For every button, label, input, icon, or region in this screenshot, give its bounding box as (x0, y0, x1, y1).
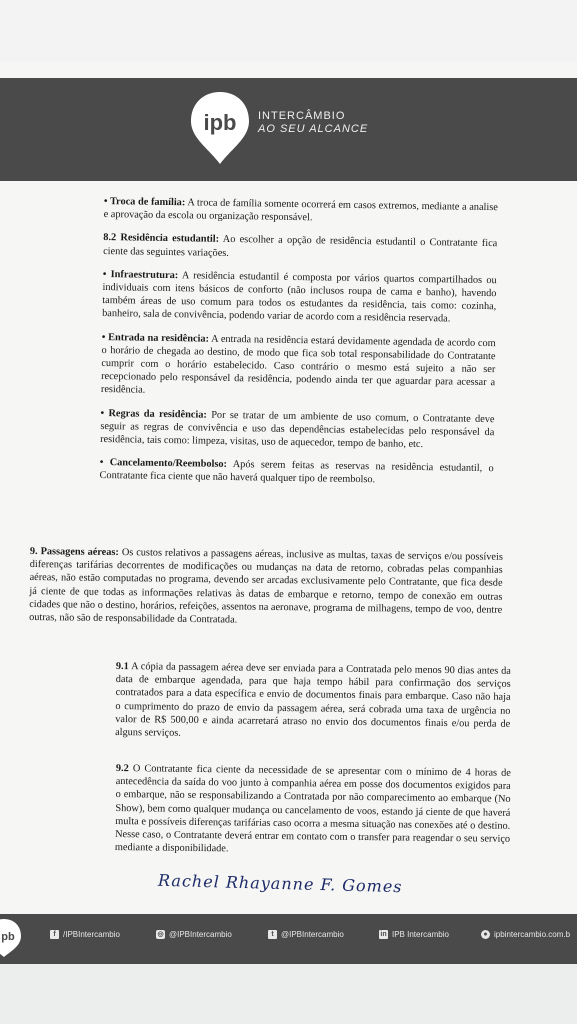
tagline-line2: AO SEU ALCANCE (258, 123, 369, 135)
heading-troca: • Troca de família: (103, 195, 186, 209)
text-cancelamento: Após serem feitas as reservas na residência estudantil, o Contratante fica ciente que não haverá qualquer tipo de reembolso. (99, 459, 494, 486)
logo-text: ipb (203, 110, 237, 135)
footer-linkedin[interactable] (379, 930, 449, 939)
paragraph-infra (102, 268, 497, 327)
instagram-handle: @IPBIntercambio (169, 930, 232, 939)
footer-band (0, 914, 577, 964)
facebook-icon: f (50, 930, 59, 939)
linkedin-icon: in (380, 931, 387, 938)
footer-instagram[interactable] (156, 930, 232, 939)
paragraph-entrada (101, 331, 496, 403)
heading-residencia: 8.2 Residência estudantil: (103, 232, 220, 246)
heading-regras: • Regras da residência: (100, 407, 207, 421)
text-regras: Por se tratar de um ambiente de uso comum, o Contratante deve seguir as regras de convivência e uso das dependências estabelecidas pelo responsável da residência, tais como: limpeza, visitas, uso de aquecedor, tempo de banho, etc. (100, 409, 495, 451)
background-top (0, 0, 577, 70)
paragraph-cancelamento (99, 456, 493, 489)
paragraph-troca (104, 195, 498, 228)
text-entrada: A entrada na residência estará devidamente agendada de acordo com o horário de chegada ao destino, de modo que fica sob total responsabilidade do Contratante cumprir com o horário estabelecido. Caso contrário o mesmo está sujeito a não ser recepcionado pelo responsável da residência, podendo ainda ter que aguardar para acessar a residência. (100, 333, 496, 397)
text-9-2: O Contratante fica ciente da necessidade de se apresentar com o mínimo de 4 horas de antecedência da saída do voo junto à companhia aérea em posse dos documentos exigidos para o embarque, não se responsabilizando a Contratada por não comparecimento ao embarque (No Show), bem como qualquer mudança ou cancelamento de voos, estando já ciente de que haverá multa e possíveis diferenças tarifárias caso ocorra a mesma situação nas conexões até o destino. Nesse caso, o Contratante deverá entrar em contato com o transfer para reagendar o seu serviço mediante a disponibilidade. (114, 763, 511, 855)
paragraph-regras (100, 407, 495, 453)
footer-website[interactable] (481, 930, 570, 939)
paragraph-9-1 (115, 660, 511, 744)
linkedin-handle: IPB Intercambio (392, 930, 449, 939)
footer-logo-icon (0, 918, 22, 958)
text-residencia: Ao escolher a opção de residência estudantil o Contratante fica ciente das seguintes variações. (103, 234, 498, 259)
heading-9-2: 9.2 (115, 762, 129, 775)
text-troca: A troca de família somente ocorrerá em casos extremos, mediante a analise e aprovação da escola ou organização responsável. (103, 197, 498, 224)
instagram-icon: ◎ (157, 931, 164, 938)
footer-facebook[interactable] (50, 930, 120, 939)
twitter-icon: t (268, 930, 277, 939)
paragraph-9-2 (115, 762, 511, 859)
text-9-1: A cópia da passagem aérea deve ser enviada para a Contratada pelo menos 90 dias antes da data de embarque agendada, para que haja tempo hábil para confirmação dos serviços contratados para a data específica e envio de documentos finais para embarque. Caso não haja o cumprimento do prazo de envio da passagem aérea, será cobrada uma taxa de urgência no valor de R$ 500,00 e ainda acarretará atraso no envio dos documentos finais e/ou perda de alguns serviços. (115, 661, 511, 739)
footer-twitter[interactable] (268, 930, 344, 939)
facebook-handle: /IPBIntercambio (63, 930, 120, 939)
paragraph-residencia (103, 231, 497, 264)
paragraph-passagens (29, 545, 503, 630)
header-tagline (258, 110, 368, 136)
heading-9-1: 9.1 (115, 660, 129, 673)
text-infra: A residência estudantil é composta por vários quartos compartilhados ou individuais com itens básicos de conforto (não inclusos roupa de cama e banho), havendo também áreas de uso comum para todos os estudantes da residência, tais como: cozinha, banheiro, sala de convivência, podendo variar de acordo com a residência reservada. (102, 269, 497, 325)
heading-cancelamento: • Cancelamento/Reembolso: (99, 457, 228, 471)
background-bottom (0, 964, 577, 1024)
twitter-handle: @IPBIntercambio (281, 930, 344, 939)
content-upper (99, 195, 498, 499)
heading-infra: • Infraestrutura: (102, 268, 179, 281)
svg-text:pb: pb (1, 931, 15, 943)
heading-passagens: 9. Passagens aéreas: (29, 545, 119, 559)
heading-entrada: • Entrada na residência: (101, 331, 210, 345)
text-passagens: Os custos relativos a passagens aéreas, inclusive as multas, taxas de serviços e/ou possíveis diferenças tarifárias decorrentes de modificações ou mudanças na data de retorno, cobradas pelas companhias aéreas, não estão computadas no programa, devendo ser arcadas exclusivamente pelo Contratante, que fica desde já ciente de que todas as informações relativas às datas de embarque e retorno, tempo de conexão em outras cidades que não o destino, horários, refeições, assentos na aeronave, programa de milhagens, tempo de voo, dentre outras, não são de responsabilidade da Contratada. (29, 547, 503, 626)
website-url: ipbintercambio.com.b (494, 930, 571, 939)
tagline-line1: INTERCÂMBIO (258, 110, 346, 122)
globe-icon: ● (481, 930, 490, 939)
ipb-logo-pin-icon (188, 90, 252, 166)
handwritten-signature: Rachel Rhayanne F. Gomes (157, 870, 403, 897)
